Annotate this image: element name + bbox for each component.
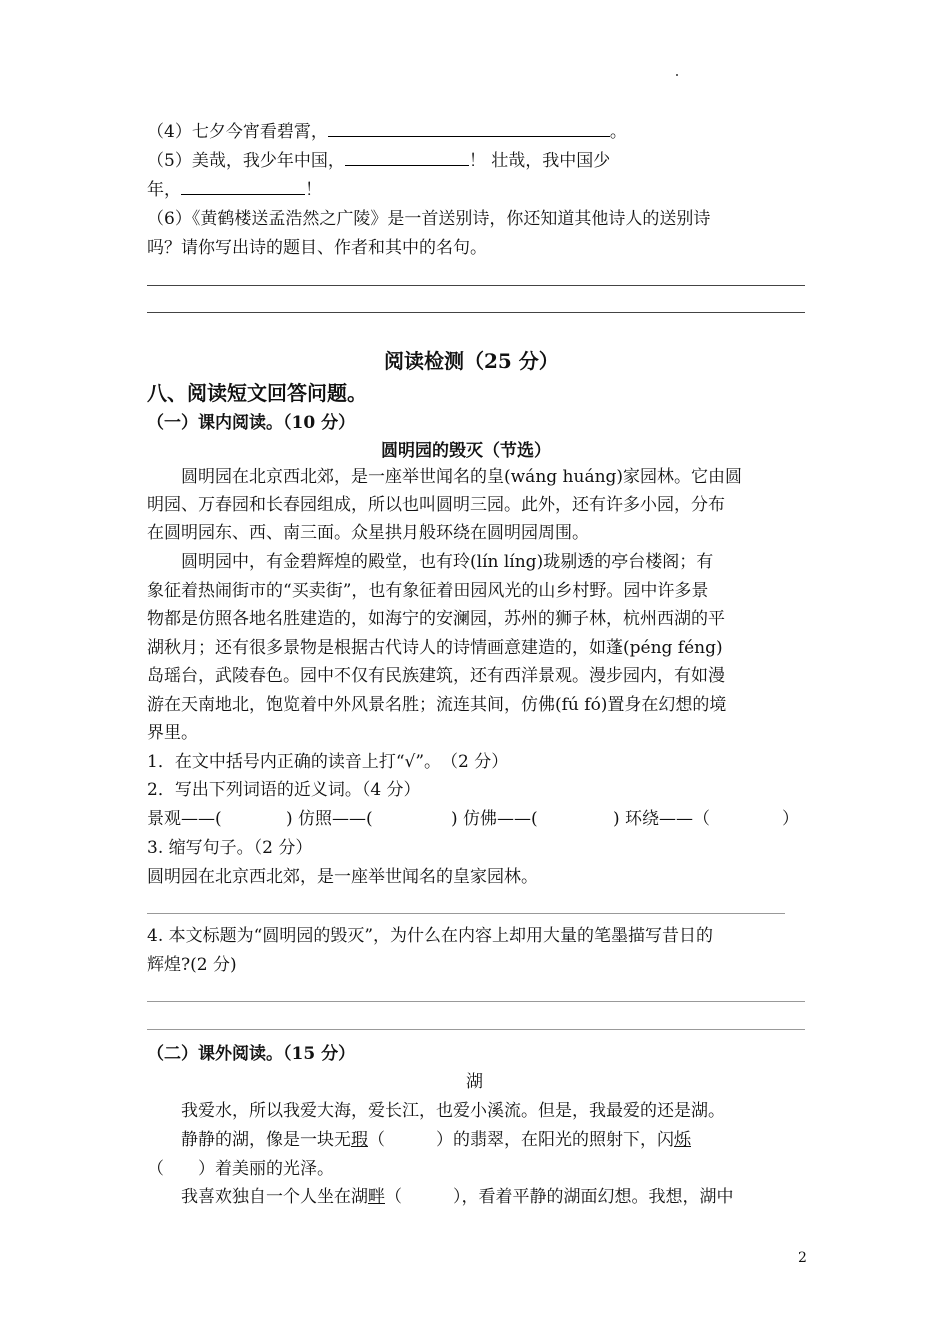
passage1-line: 圆明园在北京西北郊，是一座举世闻名的皇(wáng huáng)家园林。它由圆	[181, 467, 743, 487]
sub1-heading: （一）课内阅读。（10 分）	[147, 413, 356, 433]
answer-line[interactable]	[147, 312, 805, 313]
q2-item: ) 仿照——(	[286, 809, 373, 829]
answer-line[interactable]	[147, 1029, 805, 1030]
answer-line[interactable]	[147, 1001, 805, 1002]
question-6-line1: （6）《黄鹤楼送孟浩然之广陵》是一首送别诗，你还知道其他诗人的送别诗	[147, 209, 711, 229]
passage2-line: 我爱水，所以我爱大海，爱长江，也爱小溪流。但是，我最爱的还是湖。	[181, 1101, 725, 1121]
q2-item: ) 仿佛——(	[451, 809, 538, 829]
question-5-line2	[147, 176, 322, 204]
question-4b-line1: 4. 本文标题为“圆明园的毁灭”，为什么在内容上却用大量的笔墨描写昔日的	[147, 926, 714, 946]
answer-blank[interactable]	[181, 176, 305, 195]
underlined-char: 瑕	[351, 1130, 368, 1150]
passage1-line: 物都是仿照各地名胜建造的，如海宁的安澜园，苏州的狮子林，杭州西湖的平	[147, 609, 725, 629]
q2-item: ) 环绕——（	[613, 809, 711, 829]
underlined-char: 烁	[674, 1130, 691, 1150]
question-4	[147, 118, 627, 146]
passage2-line	[181, 1126, 691, 1154]
q2-item: ）	[782, 809, 799, 829]
passage2-line	[181, 1183, 734, 1211]
question-5-text2: 年，	[147, 180, 181, 200]
question-2: 2．写出下列词语的近义词。（4 分）	[147, 780, 421, 800]
section-title: 阅读检测（25 分）	[384, 349, 559, 373]
question-3-sentence: 圆明园在北京西北郊，是一座举世闻名的皇家园林。	[147, 867, 538, 887]
question-5-end: ！	[305, 180, 322, 200]
question-1: 1．在文中括号内正确的读音上打“√”。 （2 分）	[147, 752, 509, 772]
q2-item: 景观——(	[147, 809, 222, 829]
passage2-title: 湖	[466, 1072, 483, 1092]
part-heading: 八、阅读短文回答问题。	[147, 381, 367, 405]
passage1-line: 界里。	[147, 723, 198, 743]
passage2-text: 静静的湖，像是一块无	[181, 1130, 351, 1150]
passage1-line: 游在天南地北，饱览着中外风景名胜；流连其间，仿佛(fú fó)置身在幻想的境	[147, 695, 727, 715]
answer-blank[interactable]	[328, 118, 610, 137]
answer-line[interactable]	[147, 285, 805, 286]
question-3: 3. 缩写句子。（2 分）	[147, 838, 313, 858]
sub2-heading: （二）课外阅读。（15 分）	[147, 1044, 356, 1064]
passage2-line: （ ）着美丽的光泽。	[147, 1159, 334, 1179]
question-4-text: （4）七夕今宵看碧霄，	[147, 122, 328, 142]
passage1-line: 在圆明园东、西、南三面。众星拱月般环绕在圆明园周围。	[147, 523, 589, 543]
passage2-text: （ ），看着平静的湖面幻想。我想，湖中	[385, 1187, 734, 1207]
passage2-text: （ ）的翡翠，在阳光的照射下，闪	[368, 1130, 674, 1150]
answer-blank[interactable]	[345, 147, 469, 166]
passage1-line: 湖秋月；还有很多景物是根据古代诗人的诗情画意建造的，如蓬(péng féng)	[147, 638, 723, 658]
question-4b-line2: 辉煌?(2 分)	[147, 955, 237, 975]
passage1-line: 岛瑶台，武陵春色。园中不仅有民族建筑，还有西洋景观。漫步园内，有如漫	[147, 666, 725, 686]
passage1-line: 象征着热闹街市的“买卖街”，也有象征着田园风光的山乡村野。园中许多景	[147, 581, 709, 601]
passage1-title: 圆明园的毁灭（节选）	[381, 441, 551, 461]
question-5-mid: ！ 壮哉，我中国少	[468, 151, 611, 171]
underlined-char: 畔	[368, 1187, 385, 1207]
passage1-line: 圆明园中，有金碧辉煌的殿堂，也有玲(lín líng)珑剔透的亭台楼阁；有	[181, 552, 714, 572]
scan-dot	[676, 74, 678, 76]
passage2-text: 我喜欢独自一个人坐在湖	[181, 1187, 368, 1207]
passage1-line: 明园、万春园和长春园组成，所以也叫圆明三园。此外，还有许多小园，分布	[147, 495, 725, 515]
answer-line[interactable]	[147, 913, 785, 914]
question-6-line2: 吗？请你写出诗的题目、作者和其中的名句。	[147, 238, 487, 258]
question-5-line1	[147, 147, 610, 175]
page-number: 2	[798, 1250, 807, 1266]
question-4-end: 。	[609, 122, 627, 142]
question-5-text: （5）美哉，我少年中国，	[147, 151, 345, 171]
